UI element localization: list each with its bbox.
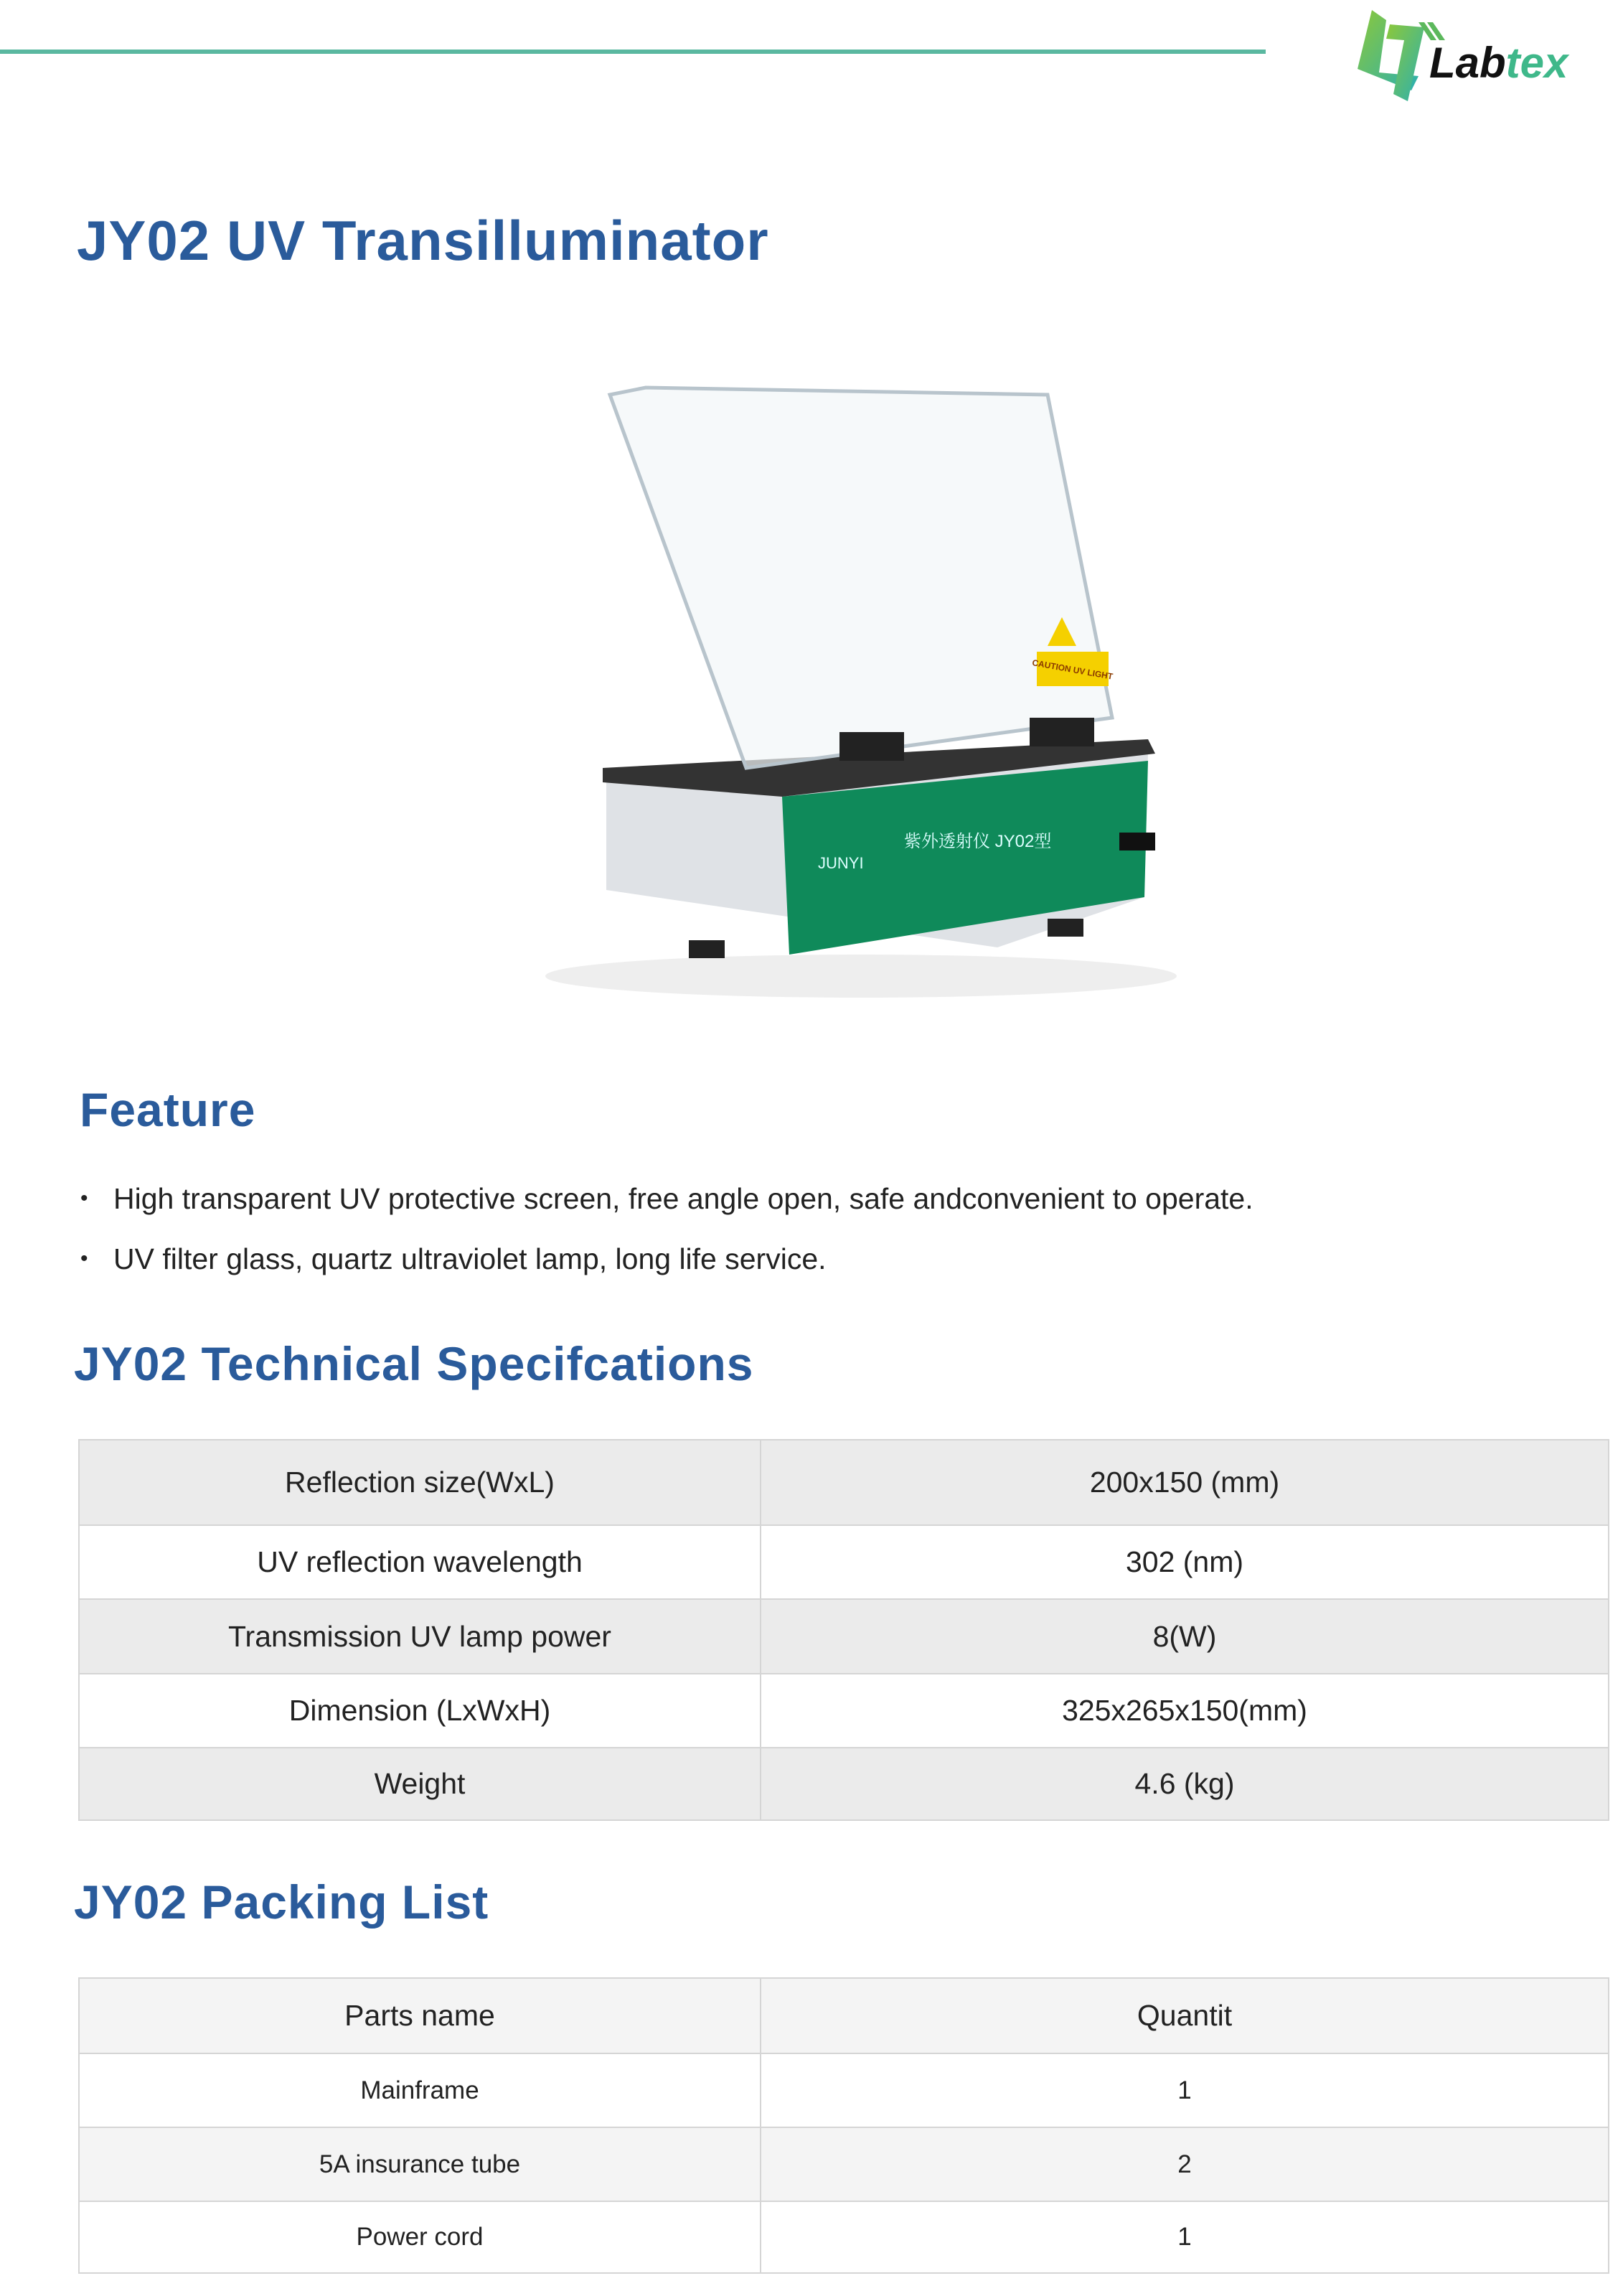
spec-name: Dimension (LxWxH) <box>79 1674 761 1748</box>
table-row <box>79 1525 1609 1599</box>
part-name: 5A insurance tube <box>79 2127 761 2201</box>
column-header: Quantit <box>761 1978 1609 2053</box>
device-brand-label: JUNYI <box>818 854 864 872</box>
spec-value: 302 (nm) <box>761 1525 1609 1599</box>
spec-name: UV reflection wavelength <box>79 1525 761 1599</box>
feature-heading: Feature <box>80 1083 256 1136</box>
packing-heading: JY02 Packing List <box>74 1875 489 1929</box>
spec-value: 200x150 (mm) <box>761 1440 1609 1525</box>
table-row <box>79 1440 1609 1525</box>
spec-name: Transmission UV lamp power <box>79 1599 761 1674</box>
part-name: Mainframe <box>79 2053 761 2127</box>
table-row <box>79 2053 1609 2127</box>
labtex-logo <box>1347 4 1609 102</box>
caution-label: CAUTION UV LIGHT <box>1031 657 1114 682</box>
spec-value: 325x265x150(mm) <box>761 1674 1609 1748</box>
product-image <box>502 380 1248 1012</box>
part-quantity: 2 <box>761 2127 1609 2201</box>
feature-item: • UV filter glass, quartz ultraviolet lamp, long life service. <box>80 1237 1253 1298</box>
header-divider <box>0 50 1266 54</box>
spec-value: 4.6 (kg) <box>761 1748 1609 1820</box>
page-title: JY02 UV Transilluminator <box>77 209 769 272</box>
specs-heading: JY02 Technical Specifcations <box>74 1337 754 1390</box>
feature-item: • High transparent UV protective screen, free angle open, safe andconvenient to operate. <box>80 1177 1253 1237</box>
table-row <box>79 1748 1609 1820</box>
spec-name: Reflection size(WxL) <box>79 1440 761 1525</box>
spec-name: Weight <box>79 1748 761 1820</box>
table-row <box>79 1599 1609 1674</box>
device-model-label: 紫外透射仪 JY02型 <box>904 832 1052 851</box>
column-header: Parts name <box>79 1978 761 2053</box>
table-row <box>79 2201 1609 2273</box>
feature-list <box>80 1177 1253 1298</box>
table-header-row <box>79 1978 1609 2053</box>
part-quantity: 1 <box>761 2201 1609 2273</box>
spec-value: 8(W) <box>761 1599 1609 1674</box>
packing-table <box>78 1977 1609 2274</box>
part-name: Power cord <box>79 2201 761 2273</box>
table-row <box>79 1674 1609 1748</box>
part-quantity: 1 <box>761 2053 1609 2127</box>
svg-text:Labtex: Labtex <box>1429 39 1568 87</box>
table-row <box>79 2127 1609 2201</box>
specs-table <box>78 1439 1609 1821</box>
